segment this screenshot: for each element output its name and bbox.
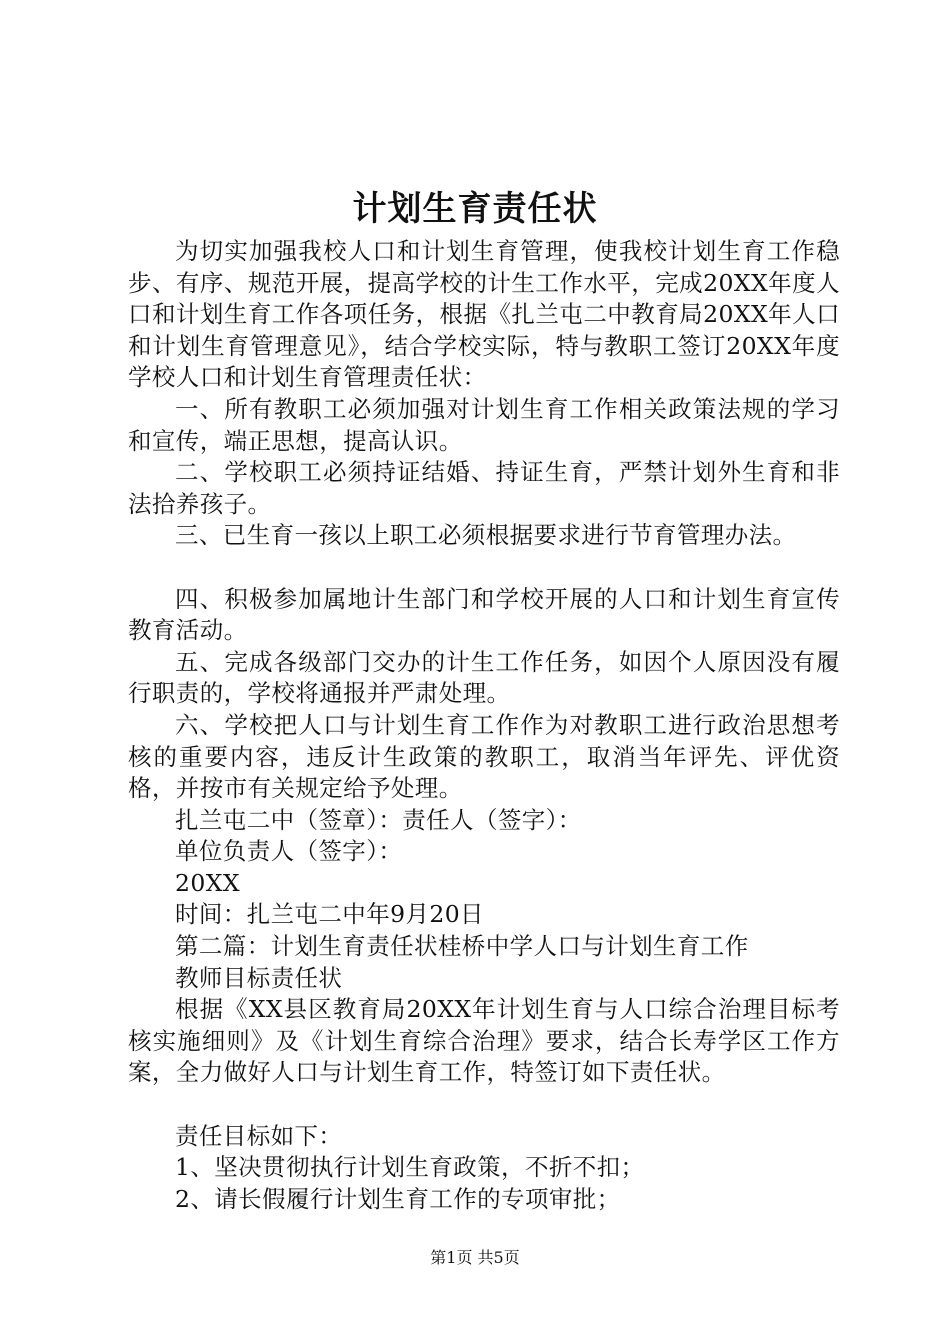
document-body: [128, 236, 840, 1215]
clause-2: 二、学校职工必须持证结婚、持证生育，严禁计划外生育和非法拾养孩子。: [128, 458, 840, 518]
clause-6: 六、学校把人口与计划生育工作作为对教职工进行政治思想考核的重要内容，违反计生政策的教职工，取消当年评先、评优资格，并按市有关规定给予处理。: [128, 710, 840, 803]
document-title: 计划生育责任状: [352, 189, 598, 229]
signature-date-line: 时间：扎兰屯二中年9月20日: [175, 900, 484, 929]
second-part-paragraph: 根据《XX县区教育局20XX年计划生育与人口综合治理目标考核实施细则》及《计划生育综合治理》要求，结合长寿学区工作方案，全力做好人口与计划生育工作，特签订如下责任状。: [128, 995, 840, 1087]
page-footer: 第1页 共5页: [430, 1248, 520, 1267]
goals-heading: 责任目标如下：: [175, 1121, 343, 1150]
intro-paragraph: 为切实加强我校人口和计划生育管理，使我校计划生育工作稳步、有序、规范开展，提高学校的计生工作水平，完成20XX年度人口和计划生育工作各项任务，根据《扎兰屯二中教育局20XX年人口和计划生育管理意见》，结合学校实际，特与教职工签订20XX年度学校人口和计划生育管理责任状：: [128, 237, 840, 392]
signature-year-line: 20XX: [175, 868, 240, 897]
clause-3: 三、已生育一孩以上职工必须根据要求进行节育管理办法。: [175, 521, 797, 550]
goal-item: 1、坚决贯彻执行计划生育政策，不折不扣；: [175, 1153, 645, 1182]
second-part-subheading: 教师目标责任状: [175, 963, 343, 992]
signature-unit-head-line: 单位负责人（签字）：: [175, 837, 403, 866]
second-part-heading: 第二篇：计划生育责任状桂桥中学人口与计划生育工作: [175, 932, 749, 961]
clause-4: 四、积极参加属地计生部门和学校开展的人口和计划生育宣传教育活动。: [128, 584, 840, 645]
clause-1: 一、所有教职工必须加强对计划生育工作相关政策法规的学习和宣传，端正思想，提高认识。: [128, 394, 840, 455]
goal-item: 2、请长假履行计划生育工作的专项审批；: [175, 1184, 621, 1213]
clause-5: 五、完成各级部门交办的计生工作任务，如因个人原因没有履行职责的，学校将通报并严肃处理。: [128, 647, 840, 708]
signature-school-line: 扎兰屯二中（签章）：责任人（签字）：: [175, 805, 582, 834]
